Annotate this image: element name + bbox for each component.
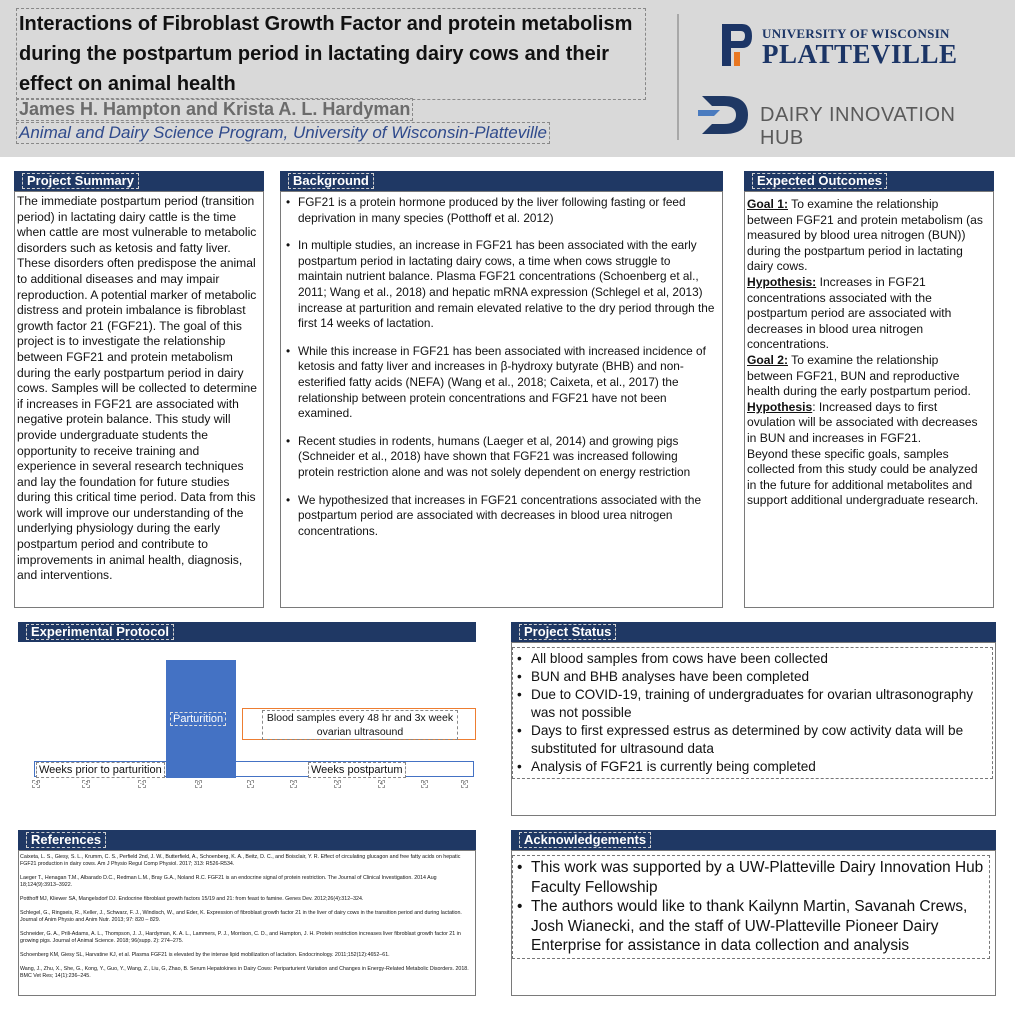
background-list	[280, 193, 723, 553]
project-summary-heading: Project Summary	[22, 173, 139, 189]
timeline-tick: -3	[34, 781, 39, 787]
reference-item: Caixeta, L. S., Giesy, S. L., Krumm, C. S., Perfield 2nd, J. W., Butterfield, A., Schoenberg, K. A., Beitz, D. C., and Boisclair, Y. R. Effect of circulating glucagon and free fatty acids on hepatic FGF21 production in dairy cows. Am J Physio Regul Comp Physiol. 2017; 313: R526-R534.	[20, 854, 461, 868]
timeline-tick: 6	[463, 781, 466, 787]
uw-logo-line2: PLATTEVILLE	[762, 39, 958, 69]
reference-item: Wang, J., Zhu, X., She, G., Kong, Y., Guo, Y., Wang, Z., Liu, G, Zhao, B. Serum Hepatokines in Dairy Cows: Periparturient Variation and Changes in Energy-Related Metabolic Disorders. 2018. BMC Vet Res; 14(1):236–245.	[20, 966, 469, 980]
acknowledgements-header	[511, 830, 996, 850]
project-status-header	[511, 622, 996, 642]
dairy-hub-logo-text: DAIRY INNOVATION HUB	[760, 104, 956, 149]
background-item: • While this increase in FGF21 has been associated with increased incidence of ketosis and fatty liver and increases in β-hydroxy butyrate (BHB) and non-esterified fatty acids (NEFA) (Wang et al., 2018; Caixeta, et al., 2017) the relationship between protein concentrations and FGF21 have not been examined.	[284, 344, 717, 422]
timeline-tick: 4	[380, 781, 383, 787]
poster-authors: James H. Hampton and Krista A. L. Hardyman	[16, 98, 413, 121]
experimental-protocol-heading: Experimental Protocol	[26, 624, 174, 640]
project-status-list	[512, 647, 993, 779]
background-item: • Recent studies in rodents, humans (Laeger et al, 2014) and growing pigs (Schneider et al., 2018) have shown that FGF21 was increased following protein restriction alone and was not solely dependent on energy restriction	[284, 434, 717, 481]
parturition-label: Parturition	[170, 712, 226, 726]
reference-item: Potthoff MJ, Kliewer SA, Mangelsdorf DJ. Endocrine fibroblast growth factors 15/19 and 21: from feast to famine. Genes Dev. 2012;26(4):312–324.	[20, 896, 364, 903]
background-item: • FGF21 is a protein hormone produced by the liver following fasting or feed deprivation in many species (Potthoff et al. 2012)	[284, 195, 717, 226]
timeline-tick: -2	[84, 781, 89, 787]
timeline-tick: 2	[292, 781, 295, 787]
status-item: • All blood samples from cows have been collected	[517, 650, 988, 668]
status-item: • BUN and BHB analyses have been completed	[517, 668, 988, 686]
hypothesis2-label: Hypothesis	[747, 399, 813, 414]
background-header	[280, 171, 723, 191]
dairy-hub-d-logo-icon	[698, 92, 754, 138]
header-divider	[677, 14, 679, 140]
goal1-text: To examine the relationship between FGF21 and protein metabolism (as measured by blood urea nitrogen (BUN)) during the postpartum period in lactating dairy cows.	[747, 197, 983, 274]
acknowledgement-item: • The authors would like to thank Kailynn Martin, Savanah Crews, Josh Wianecki, and the staff of UW-Platteville Pioneer Dairy Enterprise for assistance in data collection and analysis	[517, 897, 985, 956]
reference-item: Schlegel, G., Ringseis, R., Keller, J., Schwarz, F. J., Windisch, W., and Eder, K. Expression of fibroblast growth factor 21 in the liver of dairy cows in the transition period and during lactation. Journal of Anim Physio and Anim Nutr. 2013; 97: 820 – 829.	[20, 910, 462, 924]
goal2-text: To examine the relationship between FGF21, BUN and reproductive health during the early postpartum period.	[747, 352, 971, 399]
project-status-heading: Project Status	[519, 624, 616, 640]
hypothesis2-text: : Increased days to first ovulation will be associated with decreases in BUN and increases in FGF21.	[747, 399, 978, 445]
references-header	[18, 830, 476, 850]
references-heading: References	[26, 832, 106, 848]
references-list	[17, 852, 477, 989]
background-heading: Background	[288, 173, 374, 189]
goal1-label: Goal 1:	[747, 197, 788, 211]
expected-outcomes-heading: Expected Outcomes	[752, 173, 887, 189]
hypothesis1-text: Increases in FGF21 concentrations associated with the postpartum period are associated with decreases in blood urea nitrogen concentrations.	[747, 274, 952, 352]
acknowledgements-heading: Acknowledgements	[519, 832, 651, 848]
acknowledgements-list	[512, 855, 990, 959]
status-item: • Due to COVID-19, training of undergraduates for ovarian ultrasonography was not possible	[517, 686, 988, 722]
outcomes-closing: Beyond these specific goals, samples collected from this study could be analyzed in the future for additional metabolites and support additional undergraduate research.	[747, 446, 979, 508]
poster-title: Interactions of Fibroblast Growth Factor and protein metabolism during the postpartum period in lactating dairy cows and their effect on animal health	[16, 8, 646, 100]
timeline-tick: -1	[140, 781, 145, 787]
poster-header	[0, 0, 1015, 157]
timeline-tick: 0	[197, 781, 200, 787]
background-item: • In multiple studies, an increase in FGF21 has been associated with the early postpartum period in lactating dairy cows, a time when cows struggle to maintain nutrient balance. Plasma FGF21 concentrations (Schoenberg et al., 2011; Wang et al., 2018) and hepatic mRNA expression (Schlegel et al, 2013) increase at parturition and remain elevated relative to the dry period through the first 14 weeks of lactation.	[284, 238, 717, 332]
reference-item: Schneider, G. A., Prili-Adams, A. L., Thompson, J. J., Hardyman, K. A. L., Lammers, P. J., Morrison, C. D., and Hampton, J. H. Protein restriction increases liver fibroblast growth factor 21 in growing pigs. Journal of Animal Science. 2018; 96(supp. 2): 274–275.	[20, 931, 461, 945]
status-item: • Analysis of FGF21 is currently being completed	[517, 758, 988, 776]
acknowledgement-item: • This work was supported by a UW-Platteville Dairy Innovation Hub Faculty Fellowship	[517, 858, 985, 897]
experimental-protocol-header	[18, 622, 476, 642]
reference-item: Schoenberg KM, Giesy SL, Harvatine KJ, et al. Plasma FGF21 is elevated by the intense lipid mobilization of lactation. Endocrinology. 2011;152(12):4652–61.	[20, 952, 390, 959]
timeline-tick: 1	[249, 781, 252, 787]
dairy-innovation-hub-logo	[698, 92, 998, 149]
poster-affiliation: Animal and Dairy Science Program, University of Wisconsin-Platteville	[16, 122, 550, 144]
reference-item: Laeger T., Henagan T.M., Albarado D.C., Redman L.M., Bray G.A., Noland R.C. FGF21 is an endocrine signal of protein restriction. The Journal of Clinical Investigation. 2014 Aug 18;124(9):3913–3922.	[20, 875, 437, 889]
project-summary-header	[14, 171, 264, 191]
status-item: • Days to first expressed estrus as determined by cow activity data will be substituted for ultrasound data	[517, 722, 988, 758]
hypothesis1-label: Hypothesis:	[747, 274, 817, 289]
weeks-postpartum-label: Weeks postpartum	[308, 762, 406, 778]
expected-outcomes-header	[744, 171, 994, 191]
uw-p-logo-icon	[720, 22, 754, 68]
expected-outcomes-text	[744, 196, 990, 510]
blood-samples-label: Blood samples every 48 hr and 3x week ovarian ultrasound	[262, 710, 458, 740]
background-item: • We hypothesized that increases in FGF21 concentrations associated with the postpartum period are associated with decreases in blood urea nitrogen concentrations.	[284, 493, 717, 540]
timeline-tick: 3	[336, 781, 339, 787]
timeline-tick: 5	[423, 781, 426, 787]
uw-logo-line1: UNIVERSITY OF WISCONSIN	[762, 26, 950, 41]
uw-platteville-logo	[720, 22, 970, 72]
goal2-label: Goal 2:	[747, 352, 788, 367]
weeks-prior-label: Weeks prior to parturition	[36, 762, 165, 778]
project-summary-text: The immediate postpartum period (transition period) in lactating dairy cattle is the time when cattle are most vulnerable to metabolic disorders such as ketosis and fatty liver. These disorders often predispose the animal to additional diseases and may impair reproduction. A potential marker of metabolic distress and protein imbalance is fibroblast growth factor 21 (FGF21). The goal of this project is to investigate the relationship between FGF21 and protein metabolism during the early postpartum period in dairy cows. Samples will be collected to determine if increases in FGF21 are associated with negative protein balance. This study will provide undergraduate students the opportunity to receive training and experience in several research techniques and lay the foundation for future studies during this critical time period. Data from this work will improve our understanding of the underlying physiology during the early postpartum period and contribute to improvements in animal health, diagnosis, and interventions.	[17, 194, 257, 583]
